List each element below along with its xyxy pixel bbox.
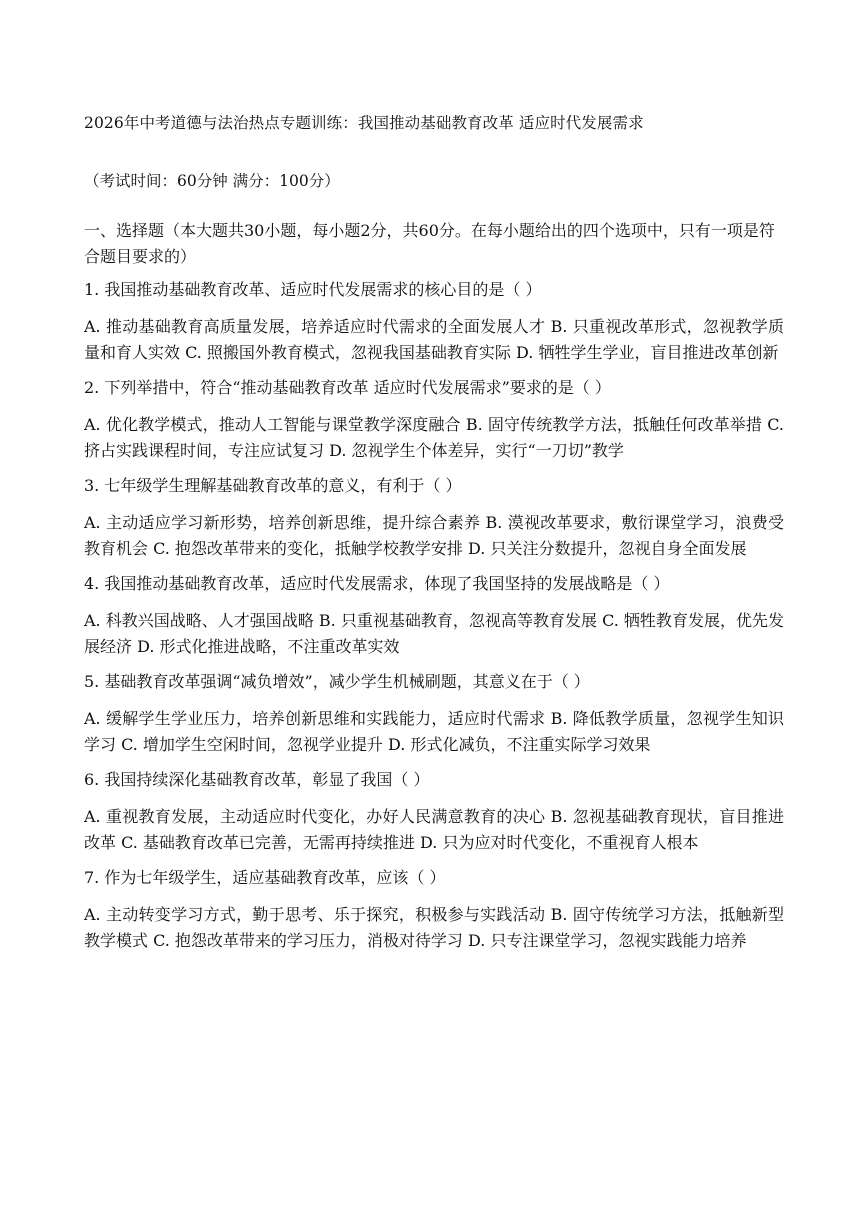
question-options: A. 优化教学模式，推动人工智能与课堂教学深度融合 B. 固守传统教学方法，抵触任何改革举措 C. 挤占实践课程时间，专注应试复习 D. 忽视学生个体差异，实行“一刀切”教学 xyxy=(84,415,784,460)
question-stem: 4. 我国推动基础教育改革，适应时代发展需求，体现了我国坚持的发展战略是（ ） xyxy=(84,574,670,593)
document-title: 2026年中考道德与法治热点专题训练：我国推动基础教育改革 适应时代发展需求 xyxy=(84,114,644,132)
question-options: A. 主动转变学习方式，勤于思考、乐于探究，积极参与实践活动 B. 固守传统学习方法，抵触新型教学模式 C. 抱怨改革带来的学习压力，消极对待学习 D. 只专注课堂学习，忽视实践能力培养 xyxy=(84,905,784,950)
question-options: A. 主动适应学习新形势，培养创新思维，提升综合素养 B. 漠视改革要求，敷衍课堂学习，浪费受教育机会 C. 抱怨改革带来的变化，抵触学校教学安排 D. 只关注分数提升，忽视自身全面发展 xyxy=(84,513,784,558)
exam-info: （考试时间：60分钟 满分：100分） xyxy=(84,172,340,190)
question-options: A. 缓解学生学业压力，培养创新思维和实践能力，适应时代需求 B. 降低教学质量，忽视学生知识学习 C. 增加学生空闲时间，忽视学业提升 D. 形式化减负，不注重实际学习效果 xyxy=(84,709,784,754)
question-options: A. 重视教育发展，主动适应时代变化，办好人民满意教育的决心 B. 忽视基础教育现状，盲目推进改革 C. 基础教育改革已完善，无需再持续推进 D. 只为应对时代变化，不重视育人根本 xyxy=(84,807,784,852)
question-stem: 2. 下列举措中，符合“推动基础教育改革 适应时代发展需求”要求的是（ ） xyxy=(84,378,611,397)
question-stem: 7. 作为七年级学生，适应基础教育改革，应该（ ） xyxy=(84,868,446,887)
question-3 xyxy=(84,474,784,562)
question-7 xyxy=(84,866,784,954)
question-4 xyxy=(84,572,784,660)
question-stem: 3. 七年级学生理解基础教育改革的意义，有利于（ ） xyxy=(84,476,462,495)
question-6 xyxy=(84,768,784,856)
section-heading: 一、选择题（本大题共30小题，每小题2分，共60分。在每小题给出的四个选项中，只有一项是符合题目要求的） xyxy=(84,221,775,266)
question-1 xyxy=(84,278,784,366)
question-stem: 6. 我国持续深化基础教育改革，彰显了我国（ ） xyxy=(84,770,430,789)
question-options: A. 科教兴国战略、人才强国战略 B. 只重视基础教育，忽视高等教育发展 C. 牺牲教育发展，优先发展经济 D. 形式化推进战略，不注重改革实效 xyxy=(84,611,784,656)
document-page xyxy=(84,112,784,964)
question-stem: 5. 基础教育改革强调“减负增效”，减少学生机械刷题，其意义在于（ ） xyxy=(84,672,590,691)
question-options: A. 推动基础教育高质量发展，培养适应时代需求的全面发展人才 B. 只重视改革形式，忽视教学质量和育人实效 C. 照搬国外教育模式，忽视我国基础教育实际 D. 牺牲学生学业，盲目推进改革创新 xyxy=(84,317,784,362)
question-5 xyxy=(84,670,784,758)
question-2 xyxy=(84,376,784,464)
question-stem: 1. 我国推动基础教育改革、适应时代发展需求的核心目的是（ ） xyxy=(84,280,542,299)
